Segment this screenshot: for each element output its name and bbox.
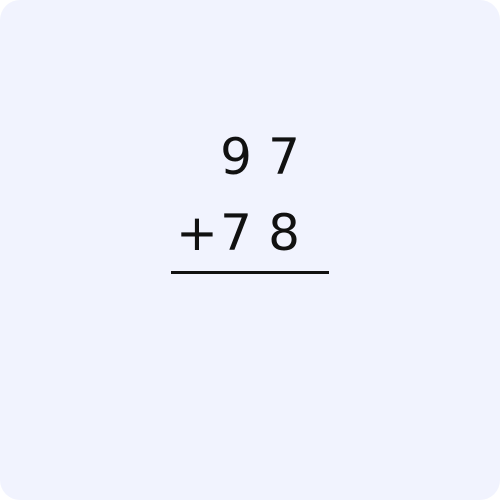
bottom-tens-digit: 7 [220, 204, 252, 262]
bottom-ones-digit: 8 [268, 204, 300, 262]
plus-operator: + [176, 204, 218, 262]
top-ones-digit: 7 [268, 128, 300, 186]
top-tens-digit: 9 [220, 128, 252, 186]
sum-rule-line [171, 271, 329, 274]
